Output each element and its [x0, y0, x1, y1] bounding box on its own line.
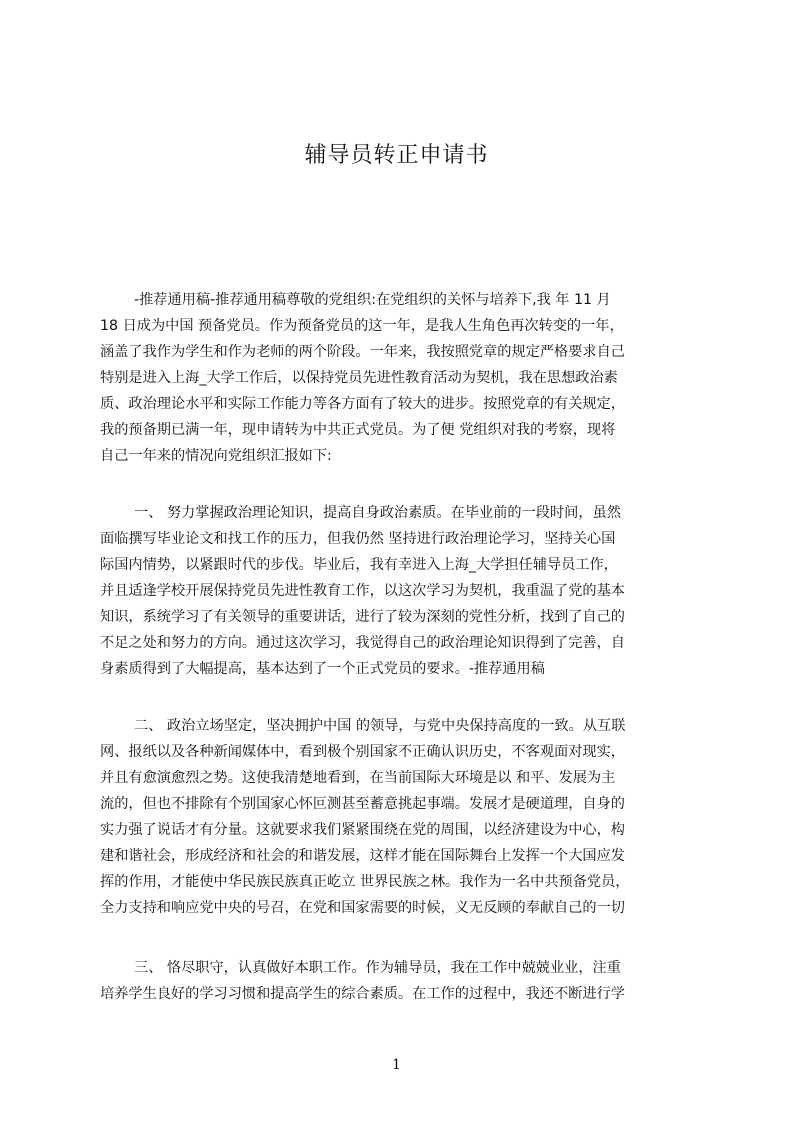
text-line: 三、 恪尽职守，认真做好本职工作。作为辅导员，我在工作中兢兢业业，注重	[134, 960, 621, 976]
text-line: 涵盖了我作为学生和作为老师的两个阶段。一年来，我按照党章的规定严格要求自己	[100, 344, 625, 360]
paragraph-section-one	[100, 500, 700, 682]
text-line: 建和谐社会，形成经济和社会的和谐发展，这样才能在国际舞台上发挥一个大国应发	[100, 848, 625, 864]
text-line: 二、 政治立场坚定，坚决拥护中国 的领导，与党中央保持高度的一致。从互联	[134, 718, 626, 734]
paragraph-opening	[100, 287, 700, 469]
text-line: 流的，但也不排除有个别国家心怀叵测甚至蓄意挑起事端。发展才是硬道理，自身的	[100, 796, 625, 812]
text-line: 挥的作用，才能使中华民族民族真正屹立 世界民族之林。我作为一名中共预备党员，	[100, 874, 630, 890]
text-line: 际国内情势，以紧跟时代的步伐。毕业后，我有幸进入上海_大学担任辅导员工作，	[100, 557, 618, 573]
page-number: 1	[392, 1057, 401, 1073]
text-line: 网、报纸以及各种新闻媒体中，看到极个别国家不正确认识历史，不客观面对现实，	[100, 744, 625, 760]
text-line: 18 日成为中国 预备党员。作为预备党员的这一年，是我人生角色再次转变的一年，	[100, 318, 624, 334]
text-line: 身素质得到了大幅提高，基本达到了一个正式党员的要求。-推荐通用稿	[100, 661, 545, 677]
text-line: 面临撰写毕业论文和找工作的压力，但我仍然 坚持进行政治理论学习，坚持关心国	[100, 531, 616, 547]
text-line: 我的预备期已满一年，现申请转为中共正式党员。为了便 党组织对我的考察，现将	[100, 422, 616, 438]
text-line: 质、政治理论水平和实际工作能力等各方面有了较大的进步。按照党章的有关规定，	[100, 396, 625, 412]
text-line: 全力支持和响应党中央的号召，在党和国家需要的时候，义无反顾的奉献自己的一切	[100, 900, 625, 916]
document-title: 辅导员转正申请书	[304, 143, 489, 168]
text-line: 实力强了说话才有分量。这就要求我们紧紧围绕在党的周围，以经济建设为中心，构	[100, 822, 625, 838]
text-line: 并且适逢学校开展保持党员先进性教育工作，以这次学习为契机，我重温了党的基本	[100, 583, 625, 599]
text-line: 培养学生良好的学习习惯和提高学生的综合素质。在工作的过程中，我还不断进行学	[100, 986, 625, 1002]
paragraph-section-two	[100, 713, 700, 921]
text-line: 并且有愈演愈烈之势。这使我清楚地看到，在当前国际大环境是以 和平、发展为主	[100, 770, 616, 786]
text-line: 知识，系统学习了有关领导的重要讲话，进行了较为深刻的党性分析，找到了自己的	[100, 609, 625, 625]
text-line: 特别是进入上海_大学工作后，以保持党员先进性教育活动为契机，我在思想政治素	[100, 370, 618, 386]
text-line: -推荐通用稿-推荐通用稿尊敬的党组织:在党组织的关怀与培养下,我 年 11 月	[134, 292, 611, 308]
text-line: 一、 努力掌握政治理论知识，提高自身政治素质。在毕业前的一段时间，虽然	[134, 505, 621, 521]
text-line: 不足之处和努力的方向。通过这次学习，我觉得自己的政治理论知识得到了完善，自	[100, 635, 625, 651]
text-line: 自己一年来的情况向党组织汇报如下:	[100, 448, 332, 464]
paragraph-section-three	[100, 955, 700, 1007]
